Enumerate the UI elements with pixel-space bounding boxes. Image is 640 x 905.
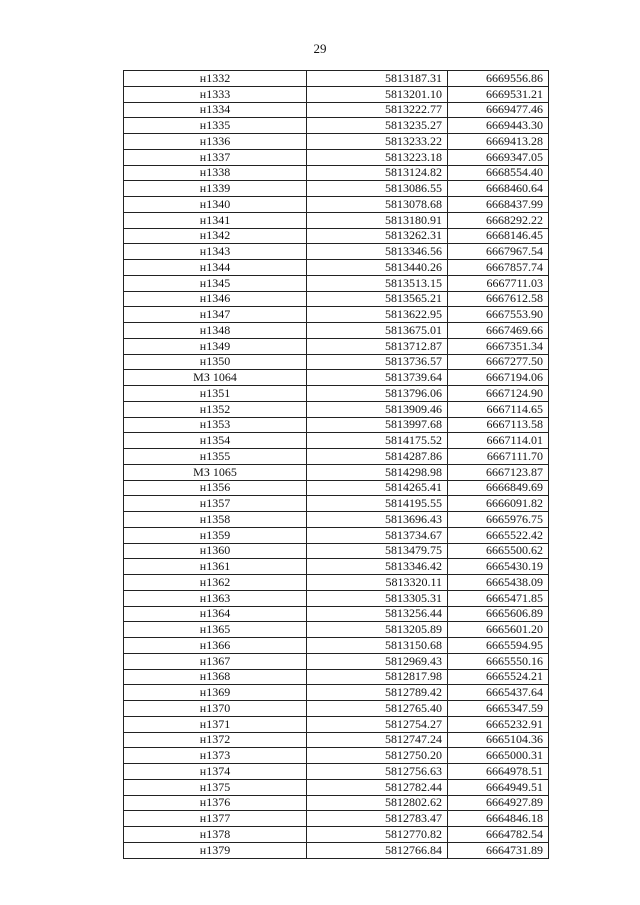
point-name-cell: н1343 [124,244,307,260]
point-name-cell: н1379 [124,842,307,858]
table-row [124,827,549,843]
coordinates-table [123,70,549,859]
x-coordinate-cell: 5813223.18 [307,149,448,165]
y-coordinate-cell: 6669413.28 [448,134,549,150]
y-coordinate-cell: 6667469.66 [448,323,549,339]
y-coordinate-cell: 6664978.51 [448,764,549,780]
y-coordinate-cell: 6667553.90 [448,307,549,323]
table-row [124,370,549,386]
x-coordinate-cell: 5814265.41 [307,480,448,496]
point-name-cell: н1371 [124,716,307,732]
y-coordinate-cell: 6665550.16 [448,653,549,669]
table-row [124,228,549,244]
y-coordinate-cell: 6665976.75 [448,512,549,528]
x-coordinate-cell: 5813124.82 [307,165,448,181]
table-row [124,260,549,276]
y-coordinate-cell: 6667857.74 [448,260,549,276]
y-coordinate-cell: 6666849.69 [448,480,549,496]
y-coordinate-cell: 6665601.20 [448,622,549,638]
x-coordinate-cell: 5813346.42 [307,559,448,575]
table-row [124,401,549,417]
x-coordinate-cell: 5812754.27 [307,716,448,732]
x-coordinate-cell: 5813675.01 [307,323,448,339]
table-row [124,338,549,354]
x-coordinate-cell: 5813222.77 [307,102,448,118]
y-coordinate-cell: 6665524.21 [448,669,549,685]
y-coordinate-cell: 6668460.64 [448,181,549,197]
point-name-cell: н1360 [124,543,307,559]
point-name-cell: н1367 [124,653,307,669]
y-coordinate-cell: 6664927.89 [448,795,549,811]
y-coordinate-cell: 6666091.82 [448,496,549,512]
table-row [124,354,549,370]
table-row [124,496,549,512]
table-row [124,323,549,339]
point-name-cell: н1351 [124,386,307,402]
x-coordinate-cell: 5812782.44 [307,779,448,795]
point-name-cell: н1333 [124,86,307,102]
y-coordinate-cell: 6664846.18 [448,811,549,827]
table-row [124,701,549,717]
x-coordinate-cell: 5812750.20 [307,748,448,764]
x-coordinate-cell: 5813086.55 [307,181,448,197]
x-coordinate-cell: 5813565.21 [307,291,448,307]
table-row [124,181,549,197]
x-coordinate-cell: 5813513.15 [307,275,448,291]
y-coordinate-cell: 6665000.31 [448,748,549,764]
point-name-cell: н1365 [124,622,307,638]
table-row [124,795,549,811]
y-coordinate-cell: 6665606.89 [448,606,549,622]
y-coordinate-cell: 6668146.45 [448,228,549,244]
y-coordinate-cell: 6667351.34 [448,338,549,354]
point-name-cell: н1335 [124,118,307,134]
y-coordinate-cell: 6665437.64 [448,685,549,701]
x-coordinate-cell: 5812770.82 [307,827,448,843]
x-coordinate-cell: 5814287.86 [307,449,448,465]
table-row [124,638,549,654]
table-row [124,134,549,150]
y-coordinate-cell: 6667123.87 [448,464,549,480]
x-coordinate-cell: 5813440.26 [307,260,448,276]
point-name-cell: н1336 [124,134,307,150]
table-row [124,71,549,87]
x-coordinate-cell: 5814175.52 [307,433,448,449]
table-row [124,779,549,795]
table-row [124,244,549,260]
point-name-cell: н1352 [124,401,307,417]
table-row [124,102,549,118]
x-coordinate-cell: 5813997.68 [307,417,448,433]
y-coordinate-cell: 6667114.01 [448,433,549,449]
y-coordinate-cell: 6665594.95 [448,638,549,654]
table-row [124,606,549,622]
x-coordinate-cell: 5813078.68 [307,197,448,213]
x-coordinate-cell: 5813187.31 [307,71,448,87]
y-coordinate-cell: 6664782.54 [448,827,549,843]
x-coordinate-cell: 5813479.75 [307,543,448,559]
x-coordinate-cell: 5813305.31 [307,590,448,606]
x-coordinate-cell: 5813696.43 [307,512,448,528]
x-coordinate-cell: 5813235.27 [307,118,448,134]
table-row [124,307,549,323]
y-coordinate-cell: 6667711.03 [448,275,549,291]
point-name-cell: н1369 [124,685,307,701]
point-name-cell: н1339 [124,181,307,197]
point-name-cell: н1368 [124,669,307,685]
table-row [124,86,549,102]
x-coordinate-cell: 5813201.10 [307,86,448,102]
x-coordinate-cell: 5813320.11 [307,575,448,591]
point-name-cell: МЗ 1065 [124,464,307,480]
y-coordinate-cell: 6665104.36 [448,732,549,748]
x-coordinate-cell: 5812766.84 [307,842,448,858]
y-coordinate-cell: 6669347.05 [448,149,549,165]
table-row [124,764,549,780]
table-row [124,716,549,732]
y-coordinate-cell: 6667124.90 [448,386,549,402]
x-coordinate-cell: 5813736.57 [307,354,448,370]
table-row [124,653,549,669]
y-coordinate-cell: 6665522.42 [448,527,549,543]
point-name-cell: н1341 [124,212,307,228]
y-coordinate-cell: 6669477.46 [448,102,549,118]
table-row [124,433,549,449]
point-name-cell: н1354 [124,433,307,449]
x-coordinate-cell: 5813180.91 [307,212,448,228]
x-coordinate-cell: 5813256.44 [307,606,448,622]
x-coordinate-cell: 5813233.22 [307,134,448,150]
y-coordinate-cell: 6667114.65 [448,401,549,417]
point-name-cell: н1350 [124,354,307,370]
table-row [124,197,549,213]
x-coordinate-cell: 5812817.98 [307,669,448,685]
page-number: 29 [313,41,327,56]
y-coordinate-cell: 6668437.99 [448,197,549,213]
table-row [124,590,549,606]
x-coordinate-cell: 5812969.43 [307,653,448,669]
point-name-cell: н1363 [124,590,307,606]
point-name-cell: н1334 [124,102,307,118]
table-row [124,748,549,764]
x-coordinate-cell: 5814195.55 [307,496,448,512]
point-name-cell: н1359 [124,527,307,543]
y-coordinate-cell: 6667111.70 [448,449,549,465]
y-coordinate-cell: 6664949.51 [448,779,549,795]
point-name-cell: н1342 [124,228,307,244]
y-coordinate-cell: 6667113.58 [448,417,549,433]
point-name-cell: н1344 [124,260,307,276]
x-coordinate-cell: 5813150.68 [307,638,448,654]
x-coordinate-cell: 5813622.95 [307,307,448,323]
point-name-cell: н1362 [124,575,307,591]
point-name-cell: МЗ 1064 [124,370,307,386]
y-coordinate-cell: 6665232.91 [448,716,549,732]
x-coordinate-cell: 5812756.63 [307,764,448,780]
point-name-cell: н1373 [124,748,307,764]
point-name-cell: н1332 [124,71,307,87]
y-coordinate-cell: 6668554.40 [448,165,549,181]
table-row [124,512,549,528]
table-row [124,622,549,638]
x-coordinate-cell: 5812747.24 [307,732,448,748]
table-row [124,685,549,701]
point-name-cell: н1356 [124,480,307,496]
table-row [124,732,549,748]
point-name-cell: н1340 [124,197,307,213]
table-row [124,165,549,181]
point-name-cell: н1374 [124,764,307,780]
table-row [124,575,549,591]
table-row [124,669,549,685]
point-name-cell: н1349 [124,338,307,354]
point-name-cell: н1375 [124,779,307,795]
point-name-cell: н1345 [124,275,307,291]
point-name-cell: н1364 [124,606,307,622]
point-name-cell: н1337 [124,149,307,165]
point-name-cell: н1361 [124,559,307,575]
table-row [124,811,549,827]
table-row [124,559,549,575]
table-row [124,291,549,307]
point-name-cell: н1376 [124,795,307,811]
y-coordinate-cell: 6667967.54 [448,244,549,260]
y-coordinate-cell: 6664731.89 [448,842,549,858]
point-name-cell: н1377 [124,811,307,827]
y-coordinate-cell: 6669531.21 [448,86,549,102]
table-row [124,527,549,543]
point-name-cell: н1372 [124,732,307,748]
x-coordinate-cell: 5813712.87 [307,338,448,354]
y-coordinate-cell: 6669443.30 [448,118,549,134]
x-coordinate-cell: 5814298.98 [307,464,448,480]
x-coordinate-cell: 5812789.42 [307,685,448,701]
table-row [124,118,549,134]
point-name-cell: н1358 [124,512,307,528]
x-coordinate-cell: 5812765.40 [307,701,448,717]
y-coordinate-cell: 6669556.86 [448,71,549,87]
x-coordinate-cell: 5813734.67 [307,527,448,543]
x-coordinate-cell: 5813909.46 [307,401,448,417]
y-coordinate-cell: 6665347.59 [448,701,549,717]
point-name-cell: н1355 [124,449,307,465]
point-name-cell: н1347 [124,307,307,323]
point-name-cell: н1353 [124,417,307,433]
table-row [124,480,549,496]
table-row [124,149,549,165]
x-coordinate-cell: 5812802.62 [307,795,448,811]
point-name-cell: н1338 [124,165,307,181]
point-name-cell: н1348 [124,323,307,339]
point-name-cell: н1378 [124,827,307,843]
y-coordinate-cell: 6668292.22 [448,212,549,228]
table-row [124,212,549,228]
x-coordinate-cell: 5813796.06 [307,386,448,402]
x-coordinate-cell: 5813346.56 [307,244,448,260]
y-coordinate-cell: 6667194.06 [448,370,549,386]
y-coordinate-cell: 6665471.85 [448,590,549,606]
y-coordinate-cell: 6667612.58 [448,291,549,307]
coordinates-table-body [124,71,549,859]
point-name-cell: н1370 [124,701,307,717]
point-name-cell: н1366 [124,638,307,654]
y-coordinate-cell: 6665500.62 [448,543,549,559]
point-name-cell: н1346 [124,291,307,307]
table-row [124,275,549,291]
x-coordinate-cell: 5812783.47 [307,811,448,827]
table-row [124,449,549,465]
y-coordinate-cell: 6665438.09 [448,575,549,591]
x-coordinate-cell: 5813205.89 [307,622,448,638]
point-name-cell: н1357 [124,496,307,512]
table-row [124,842,549,858]
table-row [124,464,549,480]
table-row [124,386,549,402]
table-row [124,543,549,559]
table-row [124,417,549,433]
x-coordinate-cell: 5813262.31 [307,228,448,244]
y-coordinate-cell: 6665430.19 [448,559,549,575]
x-coordinate-cell: 5813739.64 [307,370,448,386]
y-coordinate-cell: 6667277.50 [448,354,549,370]
